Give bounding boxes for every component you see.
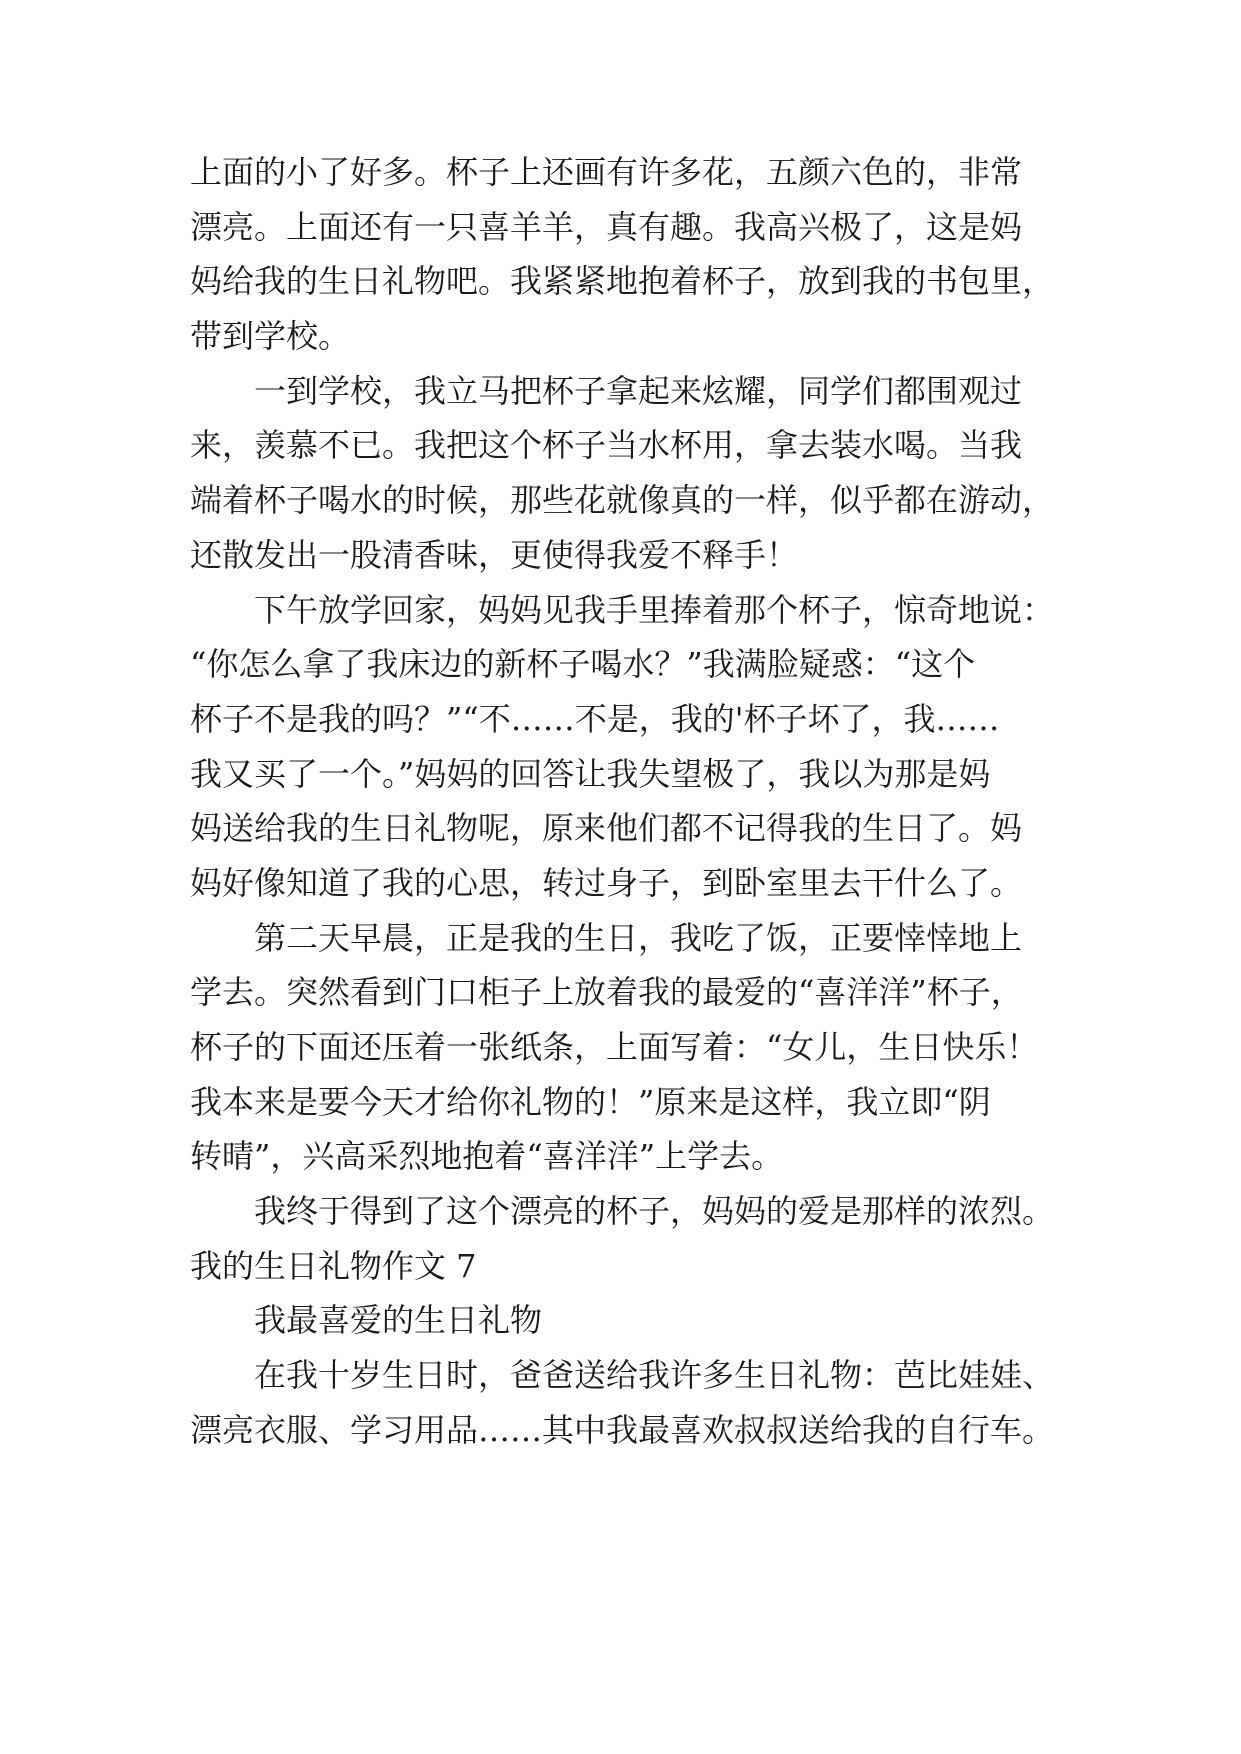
text-line: “你怎么拿了我床边的新杯子喝水？”我满脸疑惑：“这个 (190, 645, 976, 684)
text-line: 妈给我的生日礼物吧。我紧紧地抱着杯子，放到我的书包里， (190, 262, 1055, 301)
text-line: 上面的小了好多。杯子上还画有许多花，五颜六色的，非常 (190, 153, 1023, 191)
text-line: 我又买了一个。”妈妈的回答让我失望极了，我以为那是妈 (190, 754, 991, 793)
text-line: 我本来是要今天才给你礼物的！”原来是这样，我立即“阴 (190, 1082, 991, 1121)
text-line: 杯子不是我的吗？”“不……不是，我的'杯子坏了，我…… (190, 699, 1000, 738)
text-line: 带到学校。 (190, 317, 351, 356)
text-line: 端着杯子喝水的时候，那些花就像真的一样，似乎都在游动， (190, 481, 1055, 520)
paragraph-first-line: 一到学校，我立马把杯子拿起来炫耀，同学们都围观过 (254, 371, 1023, 410)
document-body (190, 145, 1070, 1458)
essay-title: 我最喜爱的生日礼物 (254, 1301, 543, 1340)
text-line: 还散发出一股清香味，更使得我爱不释手！ (190, 535, 799, 574)
paragraph-first-line: 我终于得到了这个漂亮的杯子，妈妈的爱是那样的浓烈。 (254, 1192, 1055, 1231)
text-line: 漂亮。上面还有一只喜羊羊，真有趣。我高兴极了，这是妈 (190, 207, 1023, 246)
paragraph-first-line: 第二天早晨，正是我的生日，我吃了饭，正要悻悻地上 (254, 918, 1023, 957)
text-line: 来，羡慕不已。我把这个杯子当水杯用，拿去装水喝。当我 (190, 426, 1023, 465)
text-line: 漂亮衣服、学习用品……其中我最喜欢叔叔送给我的自行车。 (190, 1410, 1055, 1449)
text-line: 转晴”，兴高采烈地抱着“喜洋洋”上学去。 (190, 1137, 784, 1176)
text-line: 妈送给我的生日礼物呢，原来他们都不记得我的生日了。妈 (190, 809, 1023, 848)
paragraph-first-line: 在我十岁生日时，爸爸送给我许多生日礼物：芭比娃娃、 (254, 1356, 1055, 1395)
text-line: 妈好像知道了我的心思，转过身子，到卧室里去干什么了。 (190, 863, 1023, 902)
paragraph-first-line: 下午放学回家，妈妈见我手里捧着那个杯子，惊奇地说： (254, 590, 1055, 629)
text-line: 学去。突然看到门口柜子上放着我的最爱的“喜洋洋”杯子， (190, 973, 1023, 1012)
essay-heading: 我的生日礼物作文 7 (190, 1246, 477, 1285)
text-line: 杯子的下面还压着一张纸条，上面写着：“女儿，生日快乐！ (190, 1028, 1039, 1066)
